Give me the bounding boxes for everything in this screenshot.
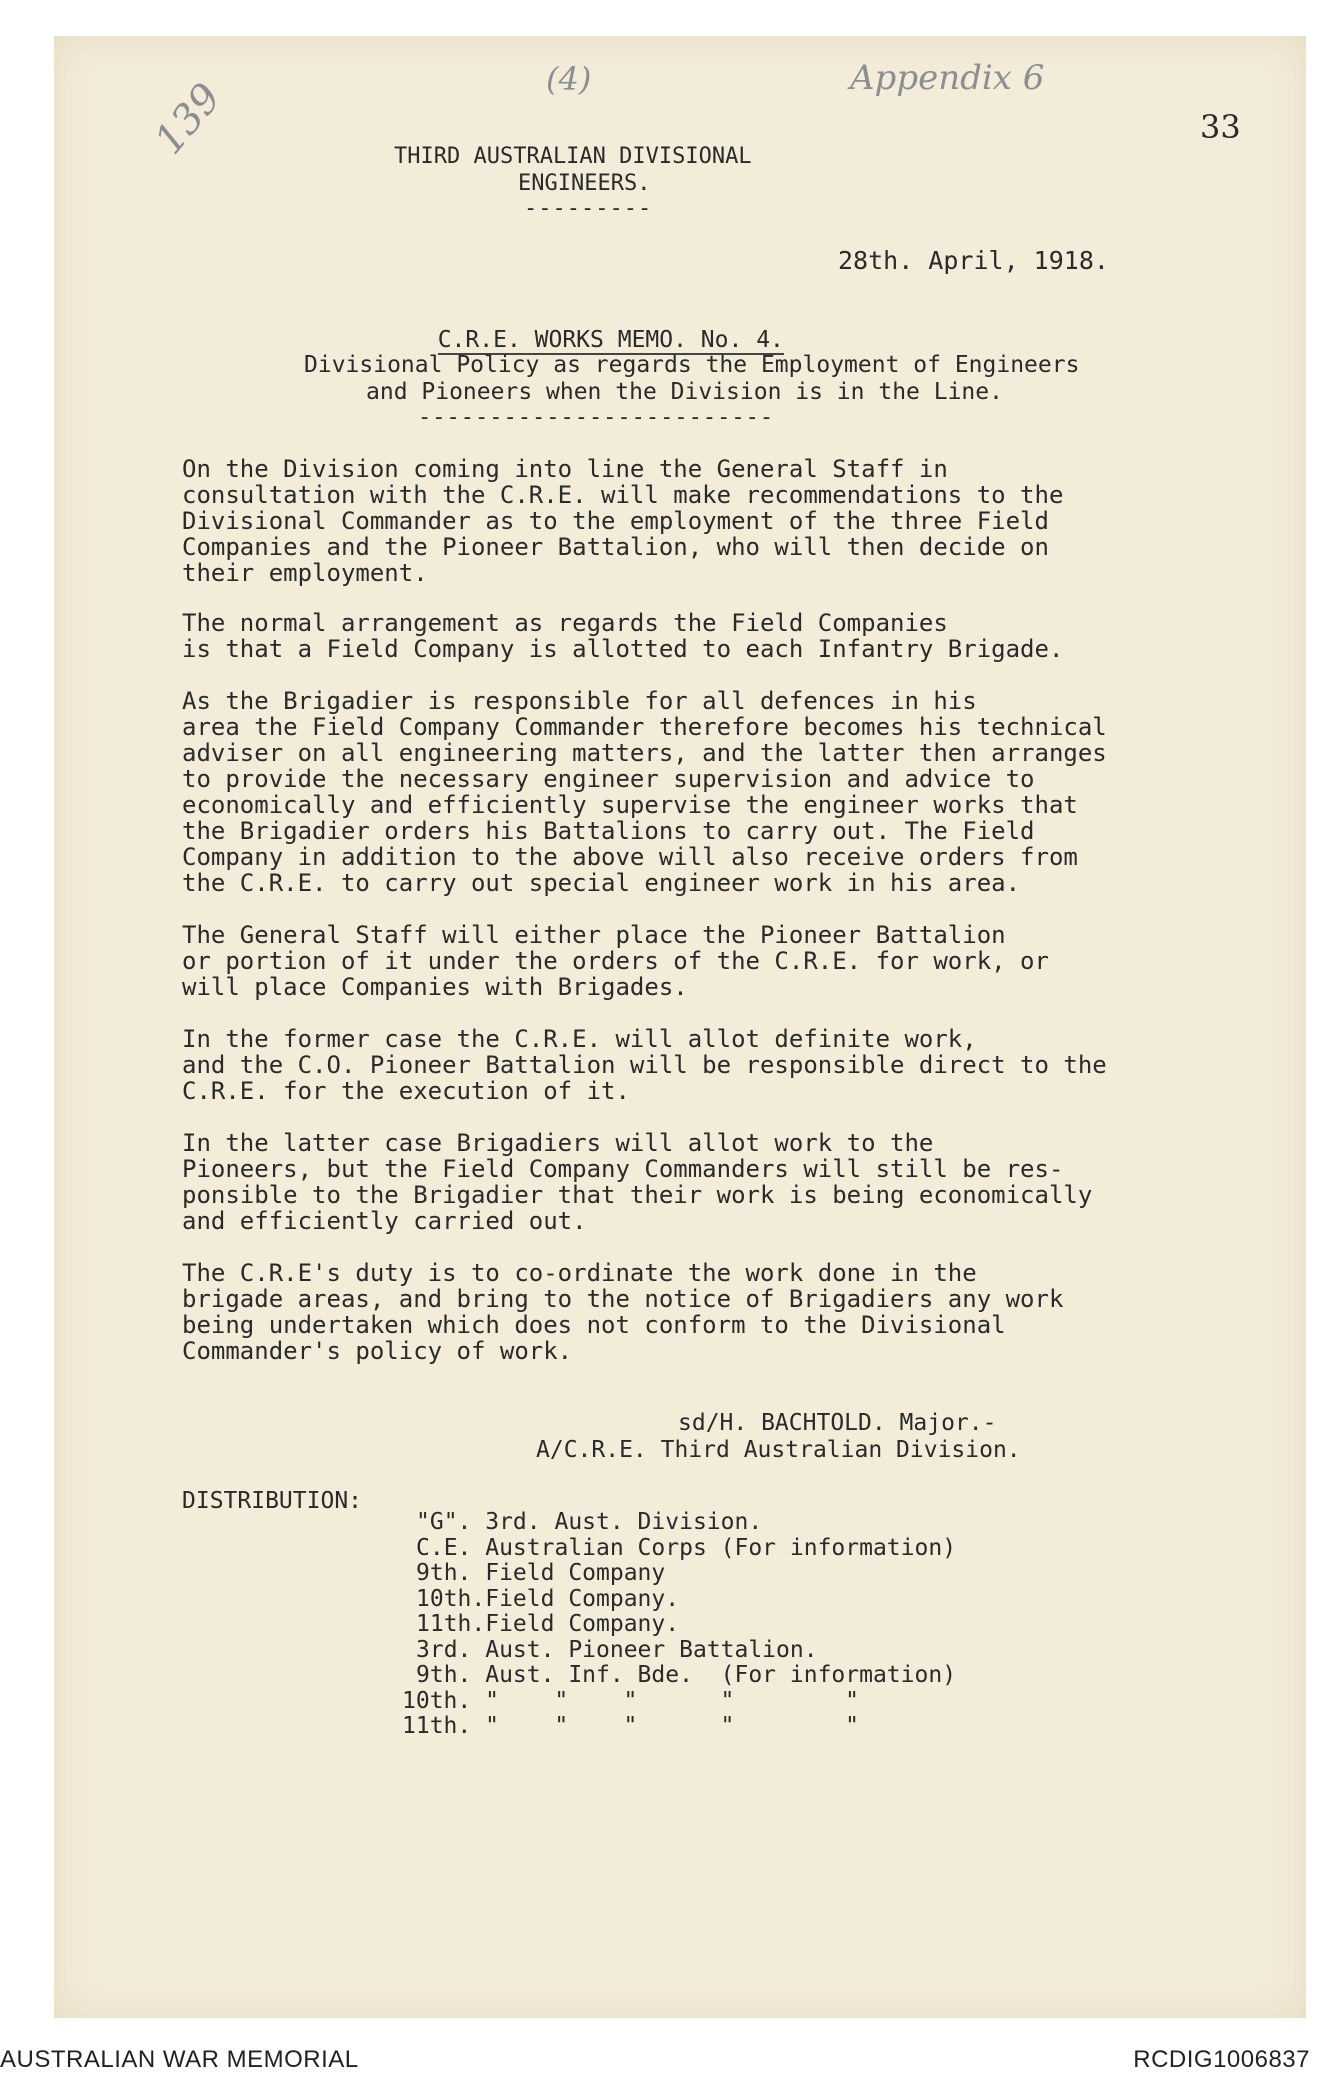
distribution-item: C.E. Australian Corps (For information) — [416, 1534, 957, 1561]
distribution-list — [402, 1509, 957, 1740]
subject-line-2: and Pioneers when the Division is in the Line. — [366, 379, 1003, 405]
distribution-item: 9th. Field Company — [416, 1560, 666, 1586]
subject-rule: ------------------------- — [418, 405, 775, 430]
distribution-item: 10th. " " " " " — [402, 1687, 859, 1714]
distribution-item: 11th. " " " " " — [402, 1713, 859, 1739]
paragraph-1: On the Division coming into line the General Staff in consultation with the C.R.E. will make recommendations to the Divisional Commander as to the employment of the three Field Companies and the Pioneer Battalion, who will then decide on their employment. — [182, 455, 1064, 587]
signature-line-2: A/C.R.E. Third Australian Division. — [536, 1437, 1021, 1463]
footer-institution: AUSTRALIAN WAR MEMORIAL — [0, 2046, 359, 2073]
distribution-item: 11th.Field Company. — [416, 1611, 680, 1637]
paragraph-7: The C.R.E's duty is to co-ordinate the work done in the brigade areas, and bring to the notice of Brigadiers any work being undertaken which does not conform to the Divisional Commander's policy of work. — [182, 1259, 1064, 1365]
memo-title-text: C.R.E. WORKS MEMO. No. 4. — [437, 327, 784, 353]
distribution-item: 3rd. Aust. Pioneer Battalion. — [416, 1636, 818, 1663]
appendix-annotation: Appendix 6 — [850, 58, 1045, 98]
paragraph-4: The General Staff will either place the Pioneer Battalion or portion of it under the orders of the C.R.E. for work, or will place Companies with Brigades. — [182, 921, 1049, 1001]
header-line-2: ENGINEERS. — [518, 171, 651, 196]
distribution-item: 10th.Field Company. — [416, 1585, 680, 1612]
footer-record-id: RCDIG1006837 — [1133, 2046, 1310, 2073]
distribution-label: DISTRIBUTION: — [182, 1488, 363, 1514]
header-line-1: THIRD AUSTRALIAN DIVISIONAL — [394, 144, 752, 169]
header-rule: --------- — [524, 196, 653, 221]
memo-title — [410, 301, 784, 353]
paragraph-2: The normal arrangement as regards the Field Companies is that a Field Company is allotted to each Infantry Brigade. — [182, 609, 1064, 663]
folio-number-left: 139 — [146, 74, 231, 164]
signature-line-1: sd/H. BACHTOLD. Major.- — [678, 1410, 997, 1436]
memo-date: 28th. April, 1918. — [838, 246, 1109, 275]
paragraph-6: In the latter case Brigadiers will allot work to the Pioneers, but the Field Company Commanders will still be res- ponsible to the Brigadier that their work is being economically and efficiently carried out. — [182, 1129, 1093, 1235]
paragraph-3: As the Brigadier is responsible for all defences in his area the Field Company Commander therefore becomes his technical adviser on all engineering matters, and the latter then arranges to provide the necessary engineer supervision and advice to economically and efficiently supervise the engineer works that the Brigadier orders his Battalions to carry out. The Field Company in addition to the above will also receive orders from the C.R.E. to carry out special engineer work in his area. — [182, 687, 1107, 897]
distribution-item: 9th. Aust. Inf. Bde. (For information) — [416, 1662, 957, 1688]
top-mark: (4) — [546, 60, 592, 98]
paragraph-5: In the former case the C.R.E. will allot definite work, and the C.O. Pioneer Battalion will be responsible direct to the C.R.E. for the execution of it. — [182, 1025, 1107, 1105]
subject-line-1: Divisional Policy as regards the Employment of Engineers — [304, 352, 1080, 378]
distribution-item: "G". 3rd. Aust. Division. — [416, 1509, 763, 1535]
page-number: 33 — [1200, 108, 1241, 146]
